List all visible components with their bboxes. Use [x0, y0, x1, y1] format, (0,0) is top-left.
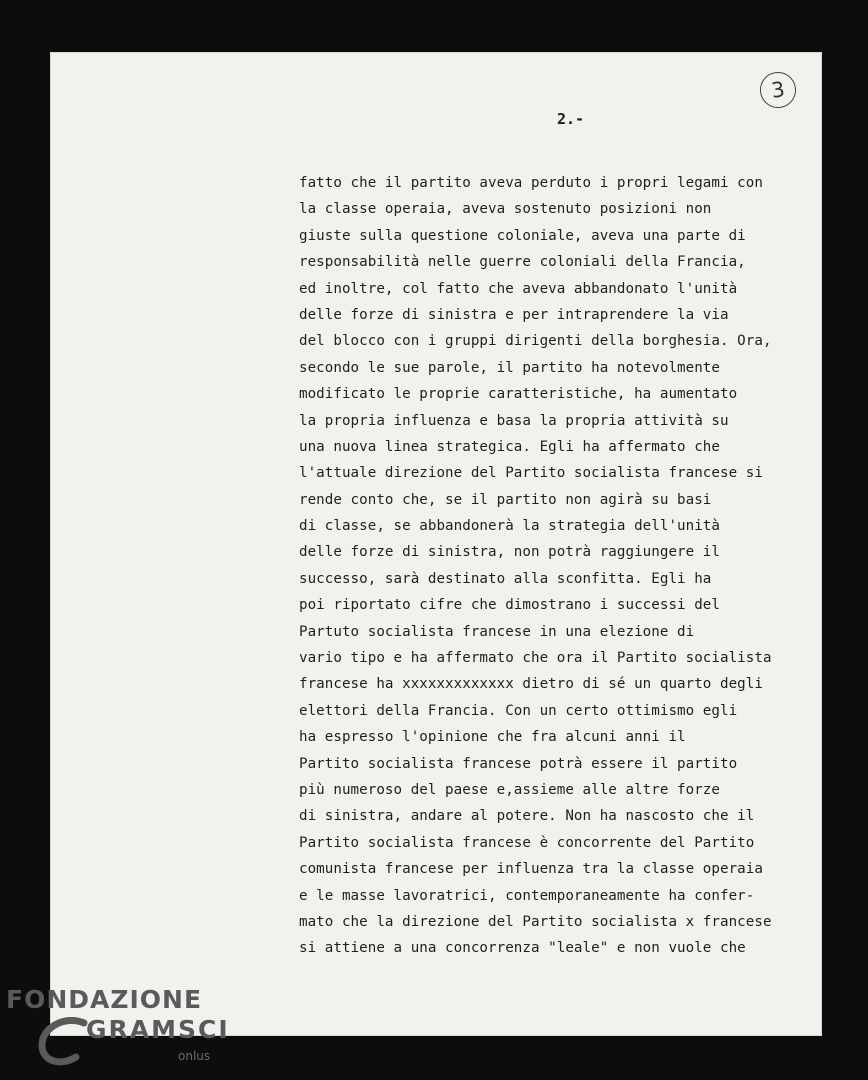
watermark-gramsci: GRAMSCI	[86, 1015, 230, 1044]
text-line: si attiene a una concorrenza "leale" e non vuole che	[299, 940, 746, 957]
text-line: più numeroso del paese e,assieme alle altre forze	[299, 781, 720, 798]
text-line: di sinistra, andare al potere. Non ha nascosto che il	[299, 808, 755, 825]
text-line: secondo le sue parole, il partito ha notevolmente	[299, 359, 720, 376]
text-line: di classe, se abbandonerà la strategia dell'unità	[299, 518, 720, 535]
watermark-fondazione: FONDAZIONE	[6, 985, 203, 1014]
typewritten-body	[299, 170, 819, 962]
text-line: francese ha xxxxxxxxxxxxx dietro di sé un quarto degli	[299, 676, 763, 693]
text-line: vario tipo e ha affermato che ora il Partito socialista	[299, 650, 772, 667]
text-line: la classe operaia, aveva sostenuto posizioni non	[299, 201, 712, 218]
page-number: 2.-	[557, 110, 585, 128]
text-line: delle forze di sinistra, non potrà raggiungere il	[299, 544, 720, 561]
text-line: Partuto socialista francese in una elezione di	[299, 623, 695, 640]
text-line: responsabilità nelle guerre coloniali della Francia,	[299, 254, 746, 271]
text-line: giuste sulla questione coloniale, aveva una parte di	[299, 227, 746, 244]
text-line: successo, sarà destinato alla sconfitta. Egli ha	[299, 570, 712, 587]
text-line: la propria influenza e basa la propria attività su	[299, 412, 729, 429]
text-line: una nuova linea strategica. Egli ha affermato che	[299, 438, 720, 455]
text-line: comunista francese per influenza tra la classe operaia	[299, 861, 763, 878]
text-line: ha espresso l'opinione che fra alcuni anni il	[299, 729, 686, 746]
archive-page-mark: 3	[758, 70, 799, 111]
fondazione-gramsci-watermark	[6, 985, 230, 1080]
text-line: poi riportato cifre che dimostrano i successi del	[299, 597, 720, 614]
text-line: elettori della Francia. Con un certo ottimismo egli	[299, 702, 738, 719]
text-line: Partito socialista francese potrà essere il partito	[299, 755, 738, 772]
text-line: e le masse lavoratrici, contemporaneamente ha confer-	[299, 887, 755, 904]
text-line: modificato le proprie caratteristiche, ha aumentato	[299, 386, 738, 403]
text-line: rende conto che, se il partito non agirà su basi	[299, 491, 712, 508]
text-line: ed inoltre, col fatto che aveva abbandonato l'unità	[299, 280, 738, 297]
text-line: fatto che il partito aveva perduto i propri legami con	[299, 175, 763, 191]
text-line: Partito socialista francese è concorrente del Partito	[299, 834, 755, 851]
text-line: del blocco con i gruppi dirigenti della borghesia. Ora,	[299, 333, 772, 350]
text-line: delle forze di sinistra e per intraprendere la via	[299, 306, 729, 323]
text-line: l'attuale direzione del Partito socialista francese si	[299, 465, 763, 482]
text-line: mato che la direzione del Partito socialista x francese	[299, 913, 772, 930]
document-page	[50, 52, 822, 1036]
watermark-onlus: onlus	[178, 1049, 211, 1063]
